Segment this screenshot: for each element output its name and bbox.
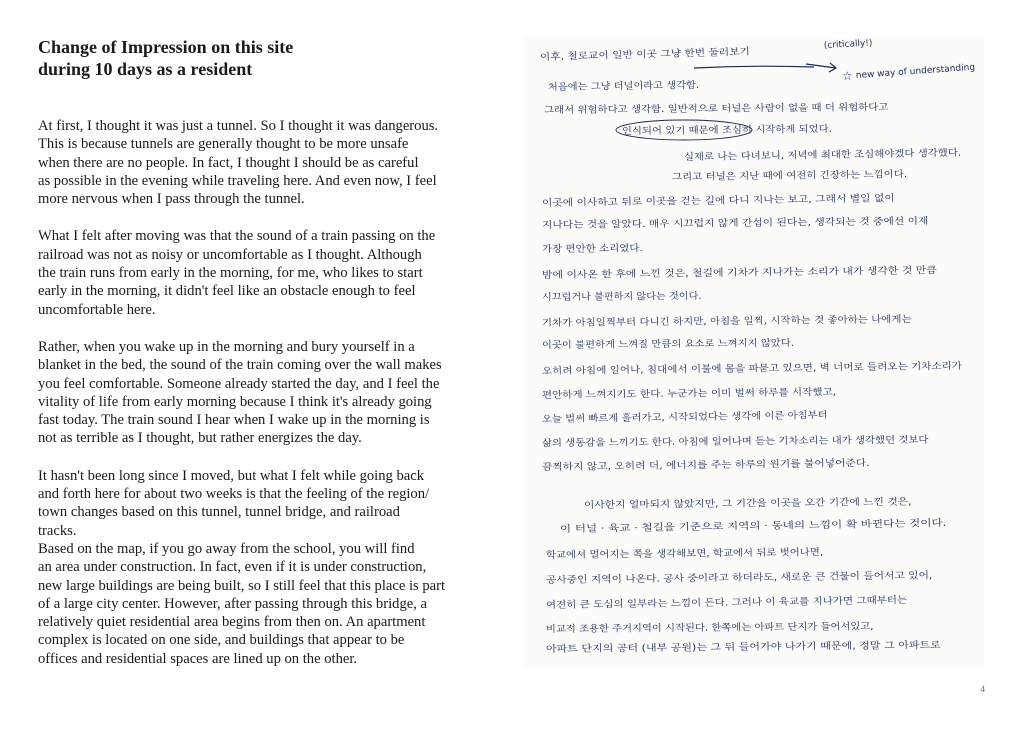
paragraph-region-change bbox=[38, 467, 508, 668]
text-line: complex is located on one side, and buildings that appear to be bbox=[38, 632, 405, 649]
handwritten-line: 처음에는 그냥 터널이라고 생각함. bbox=[547, 80, 689, 93]
text-line: more nervous when I pass through the tunnel. bbox=[38, 191, 305, 208]
ink-arrow bbox=[806, 63, 836, 72]
article-column bbox=[38, 36, 508, 687]
title-line: Change of Impression on this site bbox=[38, 37, 294, 57]
text-line: as possible in the evening while traveling here. And even now, I feel bbox=[38, 172, 437, 189]
handwritten-line: 이곳이 불편하게 느껴질 만큼의 요소로 느껴지지 않았다. bbox=[541, 337, 775, 351]
handwritten-line: 시끄럽거나 불편하지 않다는 것이다. bbox=[541, 290, 692, 303]
handwritten-line: 학교에서 멀어지는 쪽을 생각해보면, 학교에서 뒤로 벗어나면, bbox=[545, 547, 800, 561]
handwritten-line: 이후, 철로교이 일반 이곳 그냥 한번 둘러보기 bbox=[539, 47, 727, 63]
text-line: vitality of life from early morning because I think it's already going bbox=[38, 393, 432, 410]
paragraph-first-impression bbox=[38, 117, 508, 208]
text-line: you feel comfortable. Someone already started the day, and I feel the bbox=[38, 375, 440, 392]
margin-note: new way of understanding bbox=[855, 62, 976, 81]
text-line: and forth here for about two weeks is that the feeling of the region/ bbox=[38, 486, 430, 503]
text-line: new large buildings are being built, so I still feel that this place is part bbox=[38, 577, 446, 594]
text-line: early in the morning, it didn't feel like an obstacle enough to feel bbox=[38, 283, 416, 300]
handwritten-line: 밤에 이사온 한 후에 느낀 것은, 철길에 기차가 지나가는 소리가 내가 생각한 것 만큼 bbox=[541, 265, 888, 281]
title-line: during 10 days as a resident bbox=[38, 59, 253, 79]
text-line: What I felt after moving was that the sound of a train passing on the bbox=[38, 228, 436, 245]
handwritten-line: 공사중인 지역이 나온다. 공사 중이라고 하더라도, 새로운 큰 건물이 들어서고 있어, bbox=[545, 570, 889, 586]
handwritten-line: 실제로 나는 다녀보니, 저녁에 최대한 조심해야겠다 생각했다. bbox=[683, 148, 938, 163]
handwritten-line: 끔찍하지 않고, 오히려 더, 에너지를 주는 하루의 원기를 불어넣어준다. bbox=[541, 458, 833, 473]
text-line: railroad was not as noisy or uncomfortable as I thought. Although bbox=[38, 246, 422, 263]
margin-note: (critically!) bbox=[823, 38, 873, 51]
handwritten-line: 그리고 터널은 지난 때에 여전히 긴장하는 느낌이다. bbox=[671, 169, 886, 183]
text-line: Based on the map, if you go away from the school, you will find bbox=[38, 540, 415, 557]
text-line: of a large city center. However, after passing through this bridge, a bbox=[38, 595, 427, 612]
text-line: fast today. The train sound I hear when I wake up in the morning is bbox=[38, 412, 430, 429]
article-title bbox=[38, 36, 508, 80]
handwritten-line: 여전히 큰 도심의 일부라는 느낌이 든다. 그러나 이 육교를 지나가면 그때부터는 bbox=[545, 595, 873, 611]
handwritten-line: 가장 편안한 소리였다. bbox=[541, 243, 634, 255]
handwritten-line: 기차가 아침일찍부터 다니긴 하지만, 아침을 일찍, 시작하는 것 좋아하는 나에게는 bbox=[541, 314, 879, 329]
text-line: town changes based on this tunnel, tunnel bridge, and railroad bbox=[38, 504, 400, 521]
text-line: offices and residential spaces are lined up on the other. bbox=[38, 650, 358, 667]
text-line: It hasn't been long since I moved, but what I felt while going back bbox=[38, 467, 425, 484]
text-line: tracks. bbox=[38, 522, 77, 539]
handwritten-line: 삶의 생동감을 느끼기도 한다. 아침에 일어나며 듣는 기차소리는 내가 생각했던 것보다 bbox=[541, 434, 897, 449]
handwritten-line: 이사한지 얼마되지 않았지만, 그 기간을 이곳을 오간 기간에 느낀 것은, bbox=[583, 496, 875, 511]
handwritten-note-drawing bbox=[524, 38, 984, 666]
text-line: uncomfortable here. bbox=[38, 301, 156, 318]
handwritten-line: 편안하게 느껴지기도 한다. 누군가는 이미 벌써 하루를 시작했고, bbox=[541, 387, 808, 401]
paragraph-morning bbox=[38, 338, 508, 448]
star-icon: ☆ bbox=[842, 69, 853, 83]
paragraph-train-sound bbox=[38, 227, 508, 318]
text-line: not as terrible as I thought, but rather energizes the day. bbox=[38, 430, 362, 447]
handwritten-line: 오늘 벌써 빠르게 흘러가고, 시작되었다는 생각에 이른 아침부터 bbox=[541, 410, 805, 425]
text-line: Rather, when you wake up in the morning and bury yourself in a bbox=[38, 338, 415, 355]
text-line: relatively quiet residential area begins from then on. An apartment bbox=[38, 614, 426, 631]
handwritten-line: 그래서 위험하다고 생각함. 일반적으로 터널은 사람이 없을 때 더 위험하다고 bbox=[543, 102, 859, 116]
ink-underline bbox=[694, 66, 814, 68]
handwritten-line: 비교적 조용한 주거지역이 시작된다. 한쪽에는 아파트 단지가 들어서있고, bbox=[545, 621, 849, 635]
text-line: an area under construction. In fact, even if it is under construction, bbox=[38, 559, 427, 576]
handwritten-line: 지나다는 것을 알았다. 매우 시끄럽지 않게 간섭이 된다는, 생각되는 것 중에선 이제 bbox=[541, 216, 885, 231]
page-number: 4 bbox=[980, 684, 985, 694]
handwritten-line: 인식되어 있기 때문에 조심히 시작하게 되었다. bbox=[621, 123, 815, 137]
text-line: At first, I thought it was just a tunnel. So I thought it was dangerous. bbox=[38, 118, 439, 134]
text-line: the train runs from early in the morning, for me, who likes to start bbox=[38, 265, 423, 282]
handwritten-line: 이곳에 이사하고 뒤로 이곳을 걷는 길에 다니 지나는 보고, 그래서 별일 없이 bbox=[541, 193, 854, 209]
text-line: when there are no people. In fact, I thought I should be as careful bbox=[38, 154, 419, 171]
handwritten-line: 이 터널 · 육교 · 철길을 기준으로 지역의 · 동네의 느낌이 확 바뀐다는 것이다. bbox=[559, 519, 878, 535]
handwritten-line: 아파트 단지의 공터 (내부 공원)는 그 뒤 들어가야 나가기 때문에, 정말 그 아파트로 bbox=[545, 640, 887, 655]
text-line: This is because tunnels are generally thought to be more unsafe bbox=[38, 136, 409, 153]
text-line: blanket in the bed, the sound of the train coming over the wall makes bbox=[38, 357, 442, 374]
handwritten-note-scan bbox=[524, 38, 984, 666]
handwritten-line: 오히려 아침에 일어나, 침대에서 이불에 몸을 파묻고 있으면, 벽 너머로 들려오는 기차소리가 bbox=[541, 361, 921, 377]
